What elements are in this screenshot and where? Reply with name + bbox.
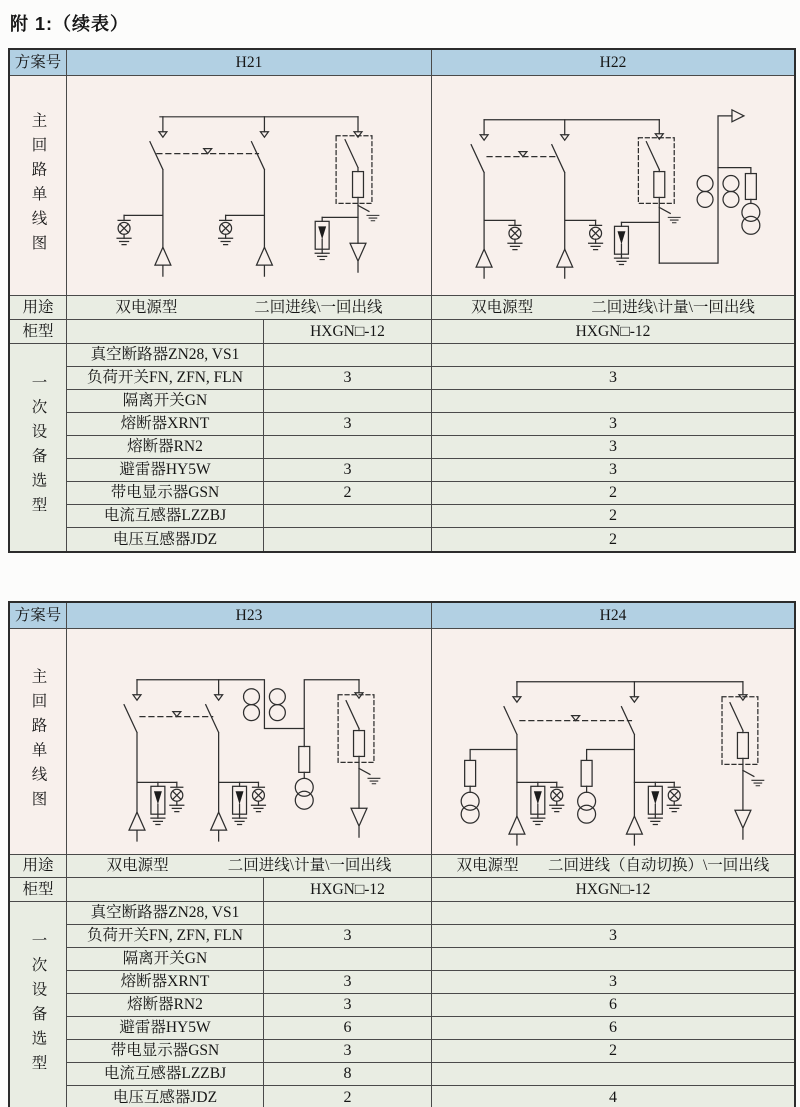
main-circuit-diagram-h23 xyxy=(67,629,432,855)
scheme-table-h21-h22 xyxy=(8,48,796,553)
cabinet-empty-cell xyxy=(67,320,264,344)
equipment-value-h24 xyxy=(432,948,794,971)
main-circuit-diagram-h24 xyxy=(432,629,794,855)
equipment-value-h22: 3 xyxy=(432,459,794,482)
equipment-name: 熔断器XRNT xyxy=(67,971,264,994)
scheme-number-label: 方案号 xyxy=(10,603,67,629)
equipment-value-h21 xyxy=(264,528,432,551)
equipment-value-h22: 2 xyxy=(432,482,794,505)
usage-h22: 双电源型 二回进线\计量\一回出线 xyxy=(432,296,794,320)
main-circuit-diagram-h22 xyxy=(432,76,794,296)
equipment-value-h23: 6 xyxy=(264,1017,432,1040)
equipment-group-label: 一次设备选型 xyxy=(10,902,67,1107)
equipment-name: 带电显示器GSN xyxy=(67,1040,264,1063)
equipment-value-h21 xyxy=(264,436,432,459)
equipment-value-h24: 6 xyxy=(432,1017,794,1040)
scheme-table-h23-h24 xyxy=(8,601,796,1107)
equipment-value-h24: 4 xyxy=(609,1088,617,1106)
cabinet-label: 柜型 xyxy=(10,320,67,344)
usage-h21: 双电源型 二回进线\一回出线 xyxy=(67,296,432,320)
equipment-name: 避雷器HY5W xyxy=(67,1017,264,1040)
equipment-value-h21 xyxy=(264,344,432,367)
equipment-name: 熔断器RN2 xyxy=(67,994,264,1017)
equipment-name: 电压互感器JDZ xyxy=(67,1086,264,1107)
equipment-name: 避雷器HY5W xyxy=(67,459,264,482)
equipment-value-h22 xyxy=(432,390,794,413)
equipment-name: 负荷开关FN, ZFN, FLN xyxy=(67,925,264,948)
equipment-name: 隔离开关GN xyxy=(67,390,264,413)
scheme-id-h23: H23 xyxy=(67,603,432,629)
equipment-name: 负荷开关FN, ZFN, FLN xyxy=(67,367,264,390)
equipment-group-label: 一次设备选型 xyxy=(10,344,67,551)
equipment-value-h21 xyxy=(264,505,432,528)
usage-label: 用途 xyxy=(10,296,67,320)
equipment-value-h22: 3 xyxy=(432,436,794,459)
equipment-value-h23: 3 xyxy=(264,971,432,994)
cabinet-empty-cell xyxy=(67,878,264,902)
equipment-value-h23: 3 xyxy=(264,994,432,1017)
usage-h24: 双电源型 二回进线（自动切换）\一回出线 xyxy=(432,855,794,878)
usage-label: 用途 xyxy=(10,855,67,878)
scheme-number-label: 方案号 xyxy=(10,50,67,76)
equipment-name: 电压互感器JDZ xyxy=(67,528,264,551)
equipment-name: 电流互感器LZZBJ xyxy=(67,505,264,528)
cabinet-h24: HXGN□-12 xyxy=(432,878,794,902)
equipment-value-h21: 2 xyxy=(264,482,432,505)
equipment-value-h21: 3 xyxy=(264,413,432,436)
equipment-name: 带电显示器GSN xyxy=(67,482,264,505)
equipment-value-h23: 2 xyxy=(264,1086,432,1107)
equipment-value-h23 xyxy=(264,948,432,971)
cabinet-label: 柜型 xyxy=(10,878,67,902)
diagram-row-label: 主回路单线图 xyxy=(10,629,67,855)
equipment-value-h21: 3 xyxy=(264,367,432,390)
page-title: 附 1:（续表） xyxy=(10,14,130,34)
equipment-value-h24 xyxy=(432,902,794,925)
cabinet-h21: HXGN□-12 xyxy=(264,320,432,344)
equipment-value-h22: 2 xyxy=(609,530,617,548)
usage-h23: 双电源型 二回进线\计量\一回出线 xyxy=(67,855,432,878)
equipment-value-h23 xyxy=(264,902,432,925)
equipment-name: 电流互感器LZZBJ xyxy=(67,1063,264,1086)
equipment-value-h23: 3 xyxy=(264,1040,432,1063)
equipment-value-h23: 3 xyxy=(264,925,432,948)
equipment-name: 真空断路器ZN28, VS1 xyxy=(67,344,264,367)
equipment-value-h22: 3 xyxy=(432,367,794,390)
scheme-id-h21: H21 xyxy=(67,50,432,76)
equipment-value-h24: 3 xyxy=(432,925,794,948)
cabinet-h22: HXGN□-12 xyxy=(432,320,794,344)
equipment-value-h24: 2 xyxy=(432,1040,794,1063)
equipment-name: 真空断路器ZN28, VS1 xyxy=(67,902,264,925)
scheme-id-h22: H22 xyxy=(432,50,794,76)
equipment-name: 熔断器RN2 xyxy=(67,436,264,459)
equipment-name: 熔断器XRNT xyxy=(67,413,264,436)
equipment-value-h24: 6 xyxy=(432,994,794,1017)
equipment-value-h22: 3 xyxy=(432,413,794,436)
equipment-name: 隔离开关GN xyxy=(67,948,264,971)
scheme-id-h24: H24 xyxy=(432,603,794,629)
equipment-value-h24 xyxy=(432,1063,794,1086)
equipment-value-h23: 8 xyxy=(264,1063,432,1086)
cabinet-h23: HXGN□-12 xyxy=(264,878,432,902)
equipment-value-h24: 3 xyxy=(432,971,794,994)
equipment-value-h22: 2 xyxy=(432,505,794,528)
equipment-value-h21: 3 xyxy=(264,459,432,482)
diagram-row-label: 主回路单线图 xyxy=(10,76,67,296)
equipment-value-h22 xyxy=(432,344,794,367)
main-circuit-diagram-h21 xyxy=(67,76,432,296)
equipment-value-h21 xyxy=(264,390,432,413)
